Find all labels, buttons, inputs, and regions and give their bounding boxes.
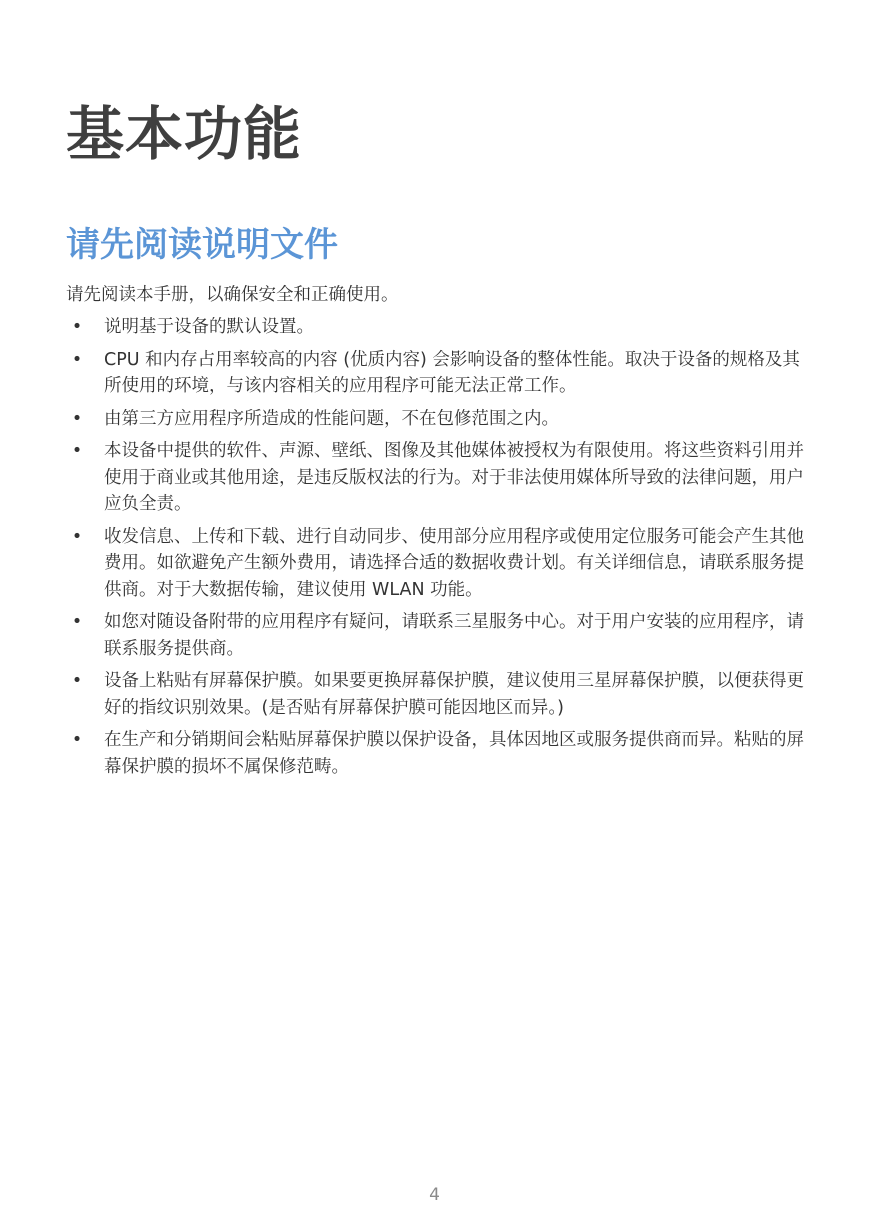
list-item-text: 收发信息、上传和下载、进行自动同步、使用部分应用程序或使用定位服务可能会产生其他费用。如欲避免产生额外费用，请选择合适的数据收费计划。有关详细信息，请联系服务提供商。对于大数据传输，建议使用 WLAN 功能。 bbox=[104, 526, 804, 600]
list-item bbox=[66, 524, 804, 604]
list-item-text: 设备上粘贴有屏幕保护膜。如果要更换屏幕保护膜，建议使用三星屏幕保护膜，以便获得更好的指纹识别效果。(是否贴有屏幕保护膜可能因地区而异。) bbox=[104, 671, 804, 718]
list-item bbox=[66, 347, 804, 400]
bullet-icon: • bbox=[71, 526, 83, 547]
list-item bbox=[66, 668, 804, 721]
list-item bbox=[66, 406, 804, 433]
bullet-icon: • bbox=[71, 612, 83, 632]
bullet-icon: • bbox=[71, 317, 83, 337]
bullet-icon: • bbox=[71, 730, 83, 750]
bullet-list bbox=[66, 314, 804, 786]
bullet-icon: • bbox=[71, 349, 83, 370]
list-item bbox=[66, 609, 804, 662]
list-item-text: 在生产和分销期间会粘贴屏幕保护膜以保护设备，具体因地区或服务提供商而异。粘贴的屏幕保护膜的损坏不属保修范畴。 bbox=[104, 730, 804, 777]
list-item bbox=[66, 727, 804, 780]
page-title: 基本功能 bbox=[66, 100, 303, 168]
list-item-text: 由第三方应用程序所造成的性能问题，不在包修范围之内。 bbox=[104, 408, 559, 429]
bullet-icon: • bbox=[71, 671, 83, 691]
bullet-icon: • bbox=[71, 408, 83, 429]
page-number: 4 bbox=[429, 1185, 440, 1205]
bullet-icon: • bbox=[71, 441, 83, 461]
list-item bbox=[66, 314, 804, 341]
list-item-text: 如您对随设备附带的应用程序有疑问，请联系三星服务中心。对于用户安装的应用程序，请联系服务提供商。 bbox=[104, 612, 804, 659]
list-item-text: CPU 和内存占用率较高的内容 (优质内容) 会影响设备的整体性能。取决于设备的规格及其所使用的环境，与该内容相关的应用程序可能无法正常工作。 bbox=[104, 349, 800, 396]
intro-paragraph: 请先阅读本手册，以确保安全和正确使用。 bbox=[66, 285, 399, 305]
list-item-text: 本设备中提供的软件、声源、壁纸、图像及其他媒体被授权为有限使用。将这些资料引用并使用于商业或其他用途，是违反版权法的行为。对于非法使用媒体所导致的法律问题，用户应负全责。 bbox=[104, 441, 804, 514]
section-heading: 请先阅读说明文件 bbox=[66, 225, 338, 265]
list-item-text: 说明基于设备的默认设置。 bbox=[104, 317, 314, 337]
list-item bbox=[66, 438, 804, 518]
